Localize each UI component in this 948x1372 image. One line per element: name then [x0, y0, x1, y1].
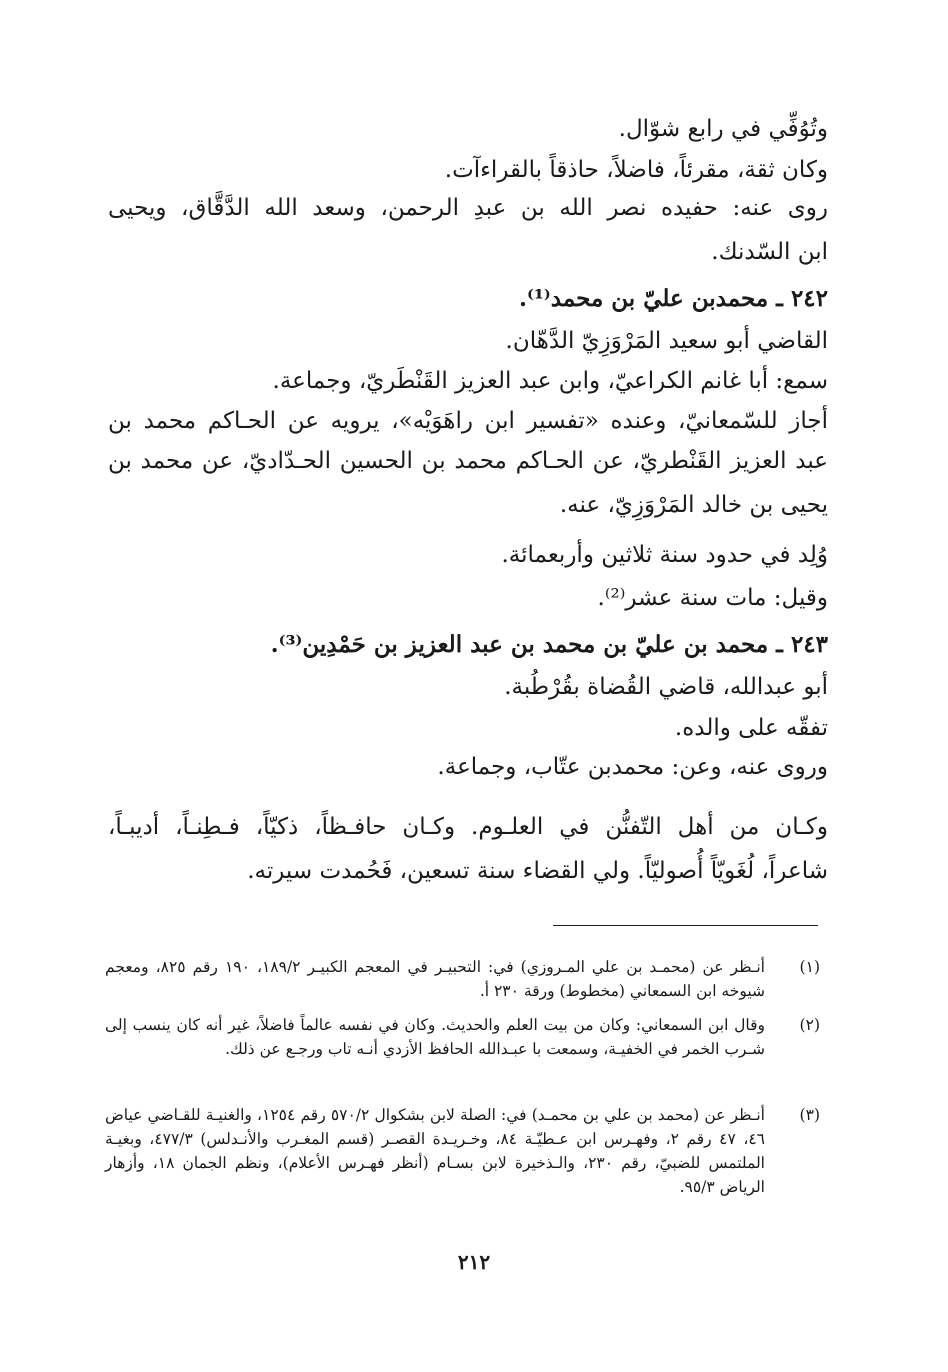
footnote-text: وقال ابن السمعاني: وكان من بيت العلم والحديث. وكان في نفسه عالماً فاضلاً، غير أنه كان ينسب إلى شـرب الخمر في الخفيـة، وسمعت با عبـدالله الحافظ الأزدي أنـه تاب ورجـع عن ذلك.	[105, 1016, 765, 1058]
footnote	[105, 1103, 820, 1199]
text-line: ابن السّدنك.	[711, 239, 828, 265]
text-line: القاضي أبو سعيد المَرْوَزِيّ الدَّهّان.	[505, 328, 828, 354]
text-line: شاعراً، لُغَويّاً أُصوليّاً. ولي القضاء سنة تسعين، فَحُمدت سيرته.	[247, 858, 828, 884]
text-line: وروى عنه، وعن: محمدبن عتّاب، وجماعة.	[437, 754, 828, 780]
footnote-number: (٢)	[799, 1016, 820, 1034]
text-line: وكان ثقة، مقرئاً، فاضلاً، حاذقاً بالقراءآت.	[444, 157, 828, 183]
footnote-number: (١)	[799, 958, 820, 976]
page-number: ٢١٢	[457, 1250, 491, 1274]
text-line: سمع: أبا غانم الكراعيّ، وابن عبد العزيز القَنْطَريّ، وجماعة.	[272, 368, 828, 394]
text-line: أجاز للسّمعانيّ، وعنده «تفسير ابن راهَوَيْه»، يرويه عن الحـاكم محمد بن	[108, 408, 828, 434]
text-line: روى عنه: حفيده نصر الله بن عبدِ الرحمن، وسعد الله الدَّقَّاق، ويحيى	[108, 195, 828, 221]
footnote-text: أنـظر عن (محمـد بن علي المـروزي) في: التحبيـر في المعجم الكبيـر ١٨٩/٢، ١٩٠ رقم ٨٢٥، ومعجم شيوخه ابن السمعاني (مخطوط) ورقة ٢٣٠ أ.	[105, 958, 765, 1000]
text-line: يحيى بن خالد المَرْوَزِيّ، عنه.	[559, 492, 828, 518]
text-line: أبو عبدالله، قاضي القُضاة بقُرْطُبة.	[504, 674, 828, 700]
text-line: وكـان من أهل التّفنُّن في العلـوم. وكـان حافـظاً، ذكيّاً، فـطِنـاً، أديبـاً،	[108, 814, 828, 840]
entry-heading: ٢٤٣ ـ محمد بن عليّ بن محمد بن عبد العزيز بن حَمْدِين⁽³⁾.	[270, 631, 828, 658]
footnote	[105, 955, 820, 1003]
text-line: وقيل: مات سنة عشر⁽²⁾.	[597, 585, 828, 611]
footnote-text: أنـظر عن (محمد بن علي بن محمـد) في: الصلة لابن بشكوال ٥٧٠/٢ رقم ١٢٥٤، والغنيـة للقـاضي عياض ٤٦، ٤٧ رقم ٢، وفهـرس ابن عـطيّـة ٨٤، وخـريـدة القصـر (قسم المغـرب والأنـدلس) ٤٧٧/٣، وبغيـة الملتمس للضبيّ، رقم ٢٣٠، والـذخيرة لابن بسـام (أنظر فهـرس الأعلام)، ونظم الجمان ١٨، وأزهار الرياض ٩٥/٣.	[105, 1106, 765, 1196]
text-line: وتُوُفِّي في رابع شوّال.	[618, 116, 828, 142]
footnote	[105, 1013, 820, 1061]
footnote-separator	[553, 925, 818, 926]
text-line: وُلِد في حدود سنة ثلاثين وأربعمائة.	[501, 542, 828, 568]
footnote-number: (٣)	[799, 1106, 820, 1124]
entry-heading: ٢٤٢ ـ محمدبن عليّ بن محمد⁽¹⁾.	[518, 285, 828, 312]
text-line: تفقّه على والده.	[674, 715, 828, 741]
text-line: عبد العزيز القَنْطريّ، عن الحـاكم محمد بن الحسين الحـدّاديّ، عن محمد بن	[108, 448, 828, 474]
